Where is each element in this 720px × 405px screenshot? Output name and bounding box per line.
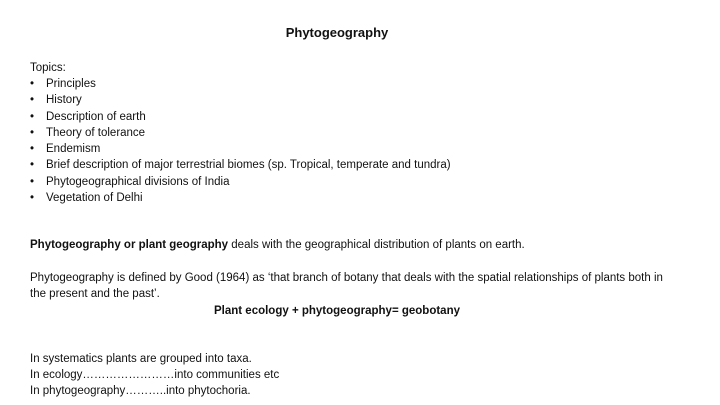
grouping-line-ecology: In ecology……………………into communities etc — [30, 369, 280, 381]
topic-item-description-of-earth: • Description of earth — [30, 109, 670, 125]
topic-item-theory-of-tolerance: • Theory of tolerance — [30, 125, 670, 141]
grouping-line-phytogeography: In phytogeography………..into phytochoria. — [30, 385, 251, 397]
topics-heading: Topics: — [30, 62, 66, 74]
definition-text: deals with the geographical distribution of plants on earth. — [228, 239, 525, 251]
definition-paragraph — [30, 237, 690, 253]
topic-item-principles: • Principles — [30, 76, 670, 92]
geobotany-formula: Plant ecology + phytogeography= geobotany — [213, 305, 460, 317]
topics-section — [30, 60, 670, 206]
topic-item-endemism: • Endemism — [30, 141, 670, 157]
topic-item-divisions-of-india: • Phytogeographical divisions of India — [30, 174, 670, 190]
definition-term: Phytogeography or plant geography — [30, 239, 229, 251]
topics-list — [30, 76, 670, 206]
grouping-line-systematics: In systematics plants are grouped into taxa. — [30, 353, 252, 365]
topic-item-vegetation-of-delhi: • Vegetation of Delhi — [30, 190, 670, 206]
good-definition-paragraph: Phytogeography is defined by Good (1964) as ‘that branch of botany that deals with the spatial relationships of plants both in the present and the past’. — [30, 272, 663, 300]
grouping-paragraph — [30, 351, 670, 399]
slide-title: Phytogeography — [285, 25, 389, 40]
topic-item-biomes: • Brief description of major terrestrial biomes (sp. Tropical, temperate and tundra) — [30, 157, 670, 173]
topic-item-history: • History — [30, 92, 670, 108]
